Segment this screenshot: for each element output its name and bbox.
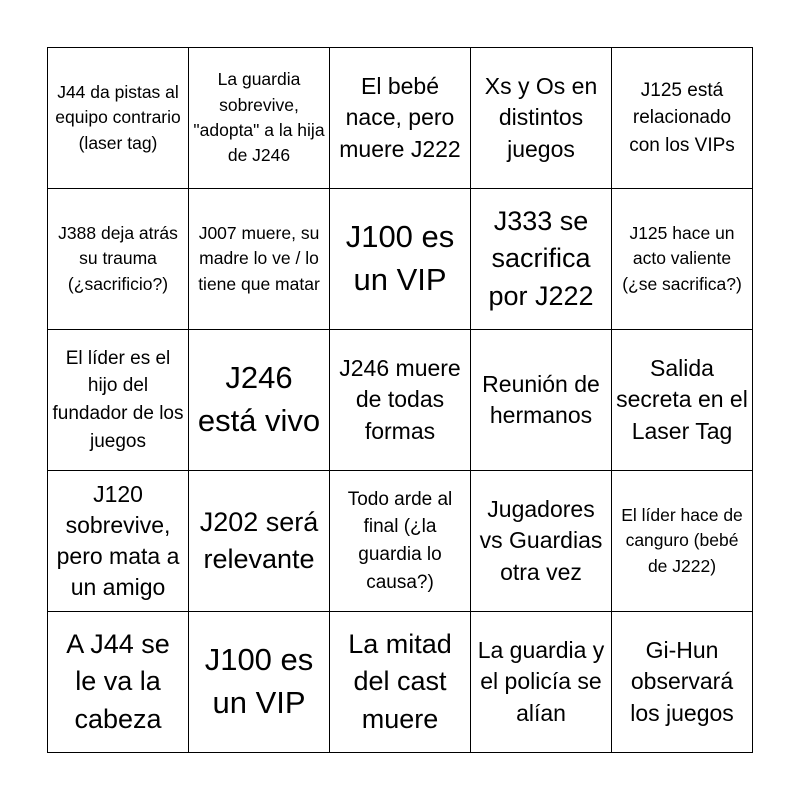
bingo-cell[interactable]: [189, 189, 330, 330]
bingo-cell-text: Reunión de hermanos: [482, 370, 600, 428]
bingo-cell-text: J120 sobrevive, pero mata a un amigo: [56, 480, 180, 601]
bingo-cell[interactable]: [612, 471, 753, 612]
bingo-cell[interactable]: [471, 189, 612, 330]
bingo-cell-text: J388 deja atrás su trauma (¿sacrificio?): [58, 222, 178, 294]
bingo-cell-text: A J44 se le va la cabeza: [66, 629, 170, 734]
bingo-cell-text: J100 es un VIP: [204, 642, 314, 720]
bingo-cell-text: La mitad del cast muere: [348, 629, 452, 734]
bingo-cell[interactable]: [612, 189, 753, 330]
bingo-cell-text: J125 está relacionado con los VIPs: [629, 79, 735, 156]
bingo-cell[interactable]: [330, 471, 471, 612]
bingo-cell[interactable]: [330, 189, 471, 330]
bingo-cell-text: Salida secreta en el Laser Tag: [616, 355, 748, 444]
bingo-cell[interactable]: [471, 48, 612, 189]
bingo-cell[interactable]: [471, 612, 612, 753]
bingo-cell-text: Todo arde al final (¿la guardia lo causa?): [347, 488, 453, 593]
bingo-cell[interactable]: [48, 330, 189, 471]
bingo-cell[interactable]: [612, 612, 753, 753]
bingo-cell-text: J202 será relevante: [199, 506, 319, 574]
bingo-cell[interactable]: [471, 471, 612, 612]
bingo-cell-text: La guardia y el policía se alían: [477, 637, 605, 726]
bingo-cell[interactable]: [330, 612, 471, 753]
bingo-cell[interactable]: [48, 189, 189, 330]
bingo-cell[interactable]: [48, 471, 189, 612]
bingo-cell[interactable]: [48, 48, 189, 189]
bingo-cell-text: J246 muere de todas formas: [339, 355, 461, 444]
bingo-cell[interactable]: [189, 330, 330, 471]
bingo-cell-text: El líder es el hijo del fundador de los juegos: [52, 347, 184, 452]
bingo-cell-text: J100 es un VIP: [345, 219, 455, 297]
bingo-cell-text: Jugadores vs Guardias otra vez: [479, 496, 603, 585]
bingo-cell[interactable]: [330, 330, 471, 471]
bingo-cell-text: J333 se sacrifica por J222: [488, 206, 594, 311]
bingo-cell[interactable]: [189, 471, 330, 612]
bingo-cell-text: El bebé nace, pero muere J222: [339, 73, 461, 162]
bingo-cell-text: Xs y Os en distintos juegos: [484, 73, 598, 162]
bingo-cell[interactable]: [189, 48, 330, 189]
bingo-board: [47, 47, 753, 753]
bingo-cell[interactable]: [189, 612, 330, 753]
bingo-cell[interactable]: [612, 330, 753, 471]
bingo-cell[interactable]: [471, 330, 612, 471]
bingo-cell-text: J44 da pistas al equipo contrario (laser tag): [55, 81, 181, 153]
bingo-cell[interactable]: [612, 48, 753, 189]
bingo-cell-text: La guardia sobrevive, "adopta" a la hija de J246: [193, 69, 325, 166]
bingo-cell-text: J246 está vivo: [197, 360, 321, 438]
bingo-cell[interactable]: [48, 612, 189, 753]
bingo-cell-text: El líder hace de canguro (bebé de J222): [621, 504, 743, 576]
bingo-cell-text: Gi-Hun observará los juegos: [630, 637, 734, 726]
bingo-cell-text: J125 hace un acto valiente (¿se sacrifica?): [622, 222, 742, 294]
bingo-cell-text: J007 muere, su madre lo ve / lo tiene que matar: [198, 222, 320, 294]
bingo-cell[interactable]: [330, 48, 471, 189]
